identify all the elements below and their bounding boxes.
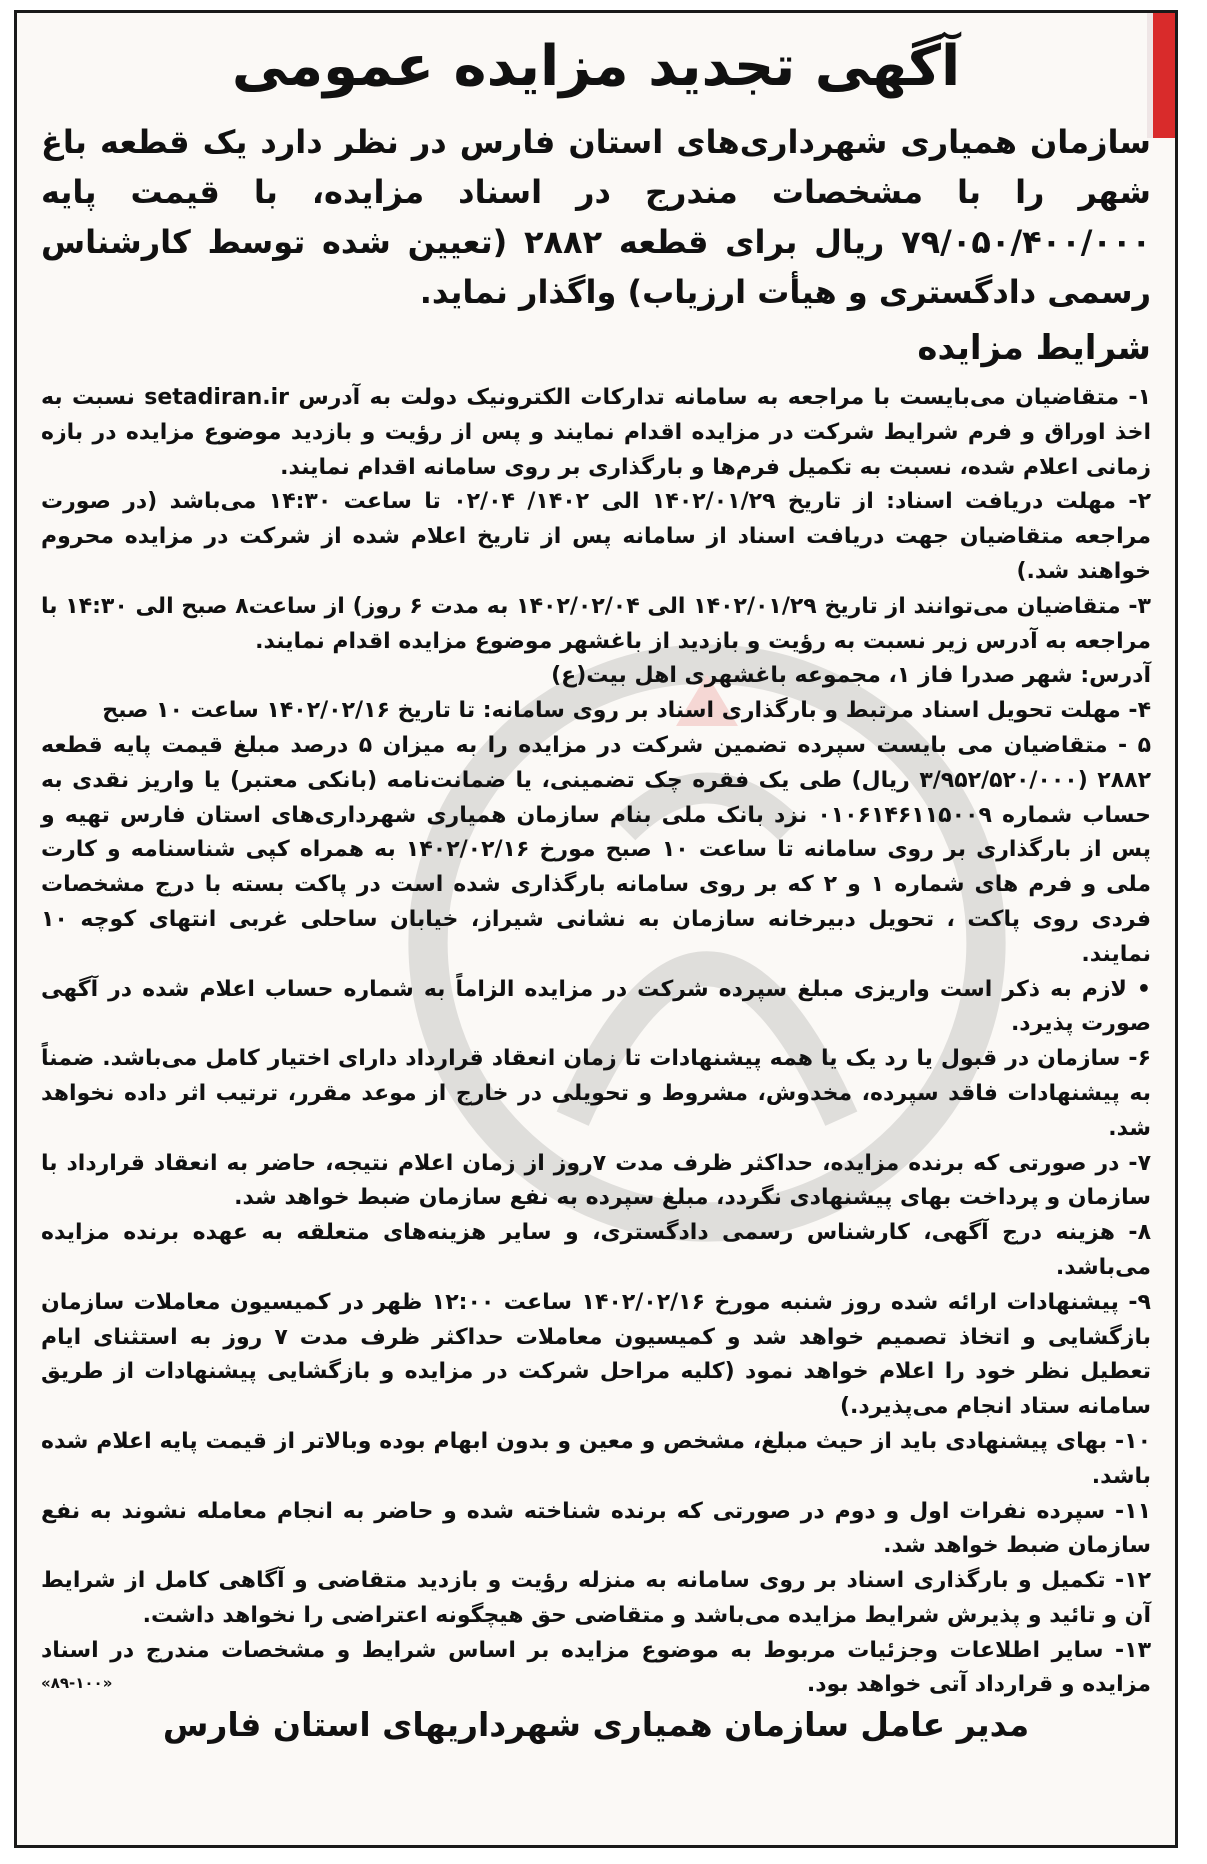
conditions-list xyxy=(41,381,1151,1703)
condition-item: ۱۳- سایر اطلاعات وجزئیات مربوط به موضوع مزایده بر اساس شرایط و مشخصات مندرج در اسناد مزایده و قرارداد آتی خواهد بود. xyxy=(41,1637,1151,1698)
condition-item: ۱۱- سپرده نفرات اول و دوم در صورتی که برنده شناخته شده و حاضر به انجام معامله نشوند به نفع سازمان ضبط خواهد شد. xyxy=(41,1498,1151,1559)
signature-line: مدیر عامل سازمان همیاری شهرداریهای استان فارس xyxy=(162,1705,1030,1745)
condition-item: ۱۲- تکمیل و بارگذاری اسناد بر روی سامانه به منزله رؤیت و بازدید متقاضی و آگاهی کامل از شرایط آن و تائید و پذیرش شرایط مزایده می‌باشد و متقاضی حق هیچگونه اعتراضی را نخواهد داشت. xyxy=(41,1568,1151,1628)
condition-item: ۱- متقاضیان می‌بایست با مراجعه به سامانه تدارکات الکترونیک دولت به آدرس setadiran.ir نسبت به اخذ اوراق و فرم شرایط شرکت در مزایده اقدام نمایند و پس از رؤیت و بازدید موضوع مزایده در بازه زمانی اعلام شده، نسبت به تکمیل فرم‌ها و بارگذاری بر روی سامانه اقدام نمایند. xyxy=(41,385,1151,480)
red-corner-bar xyxy=(1153,13,1175,138)
notice-frame xyxy=(14,10,1178,1848)
notice-content xyxy=(41,29,1151,1747)
condition-item: ۶- سازمان در قبول یا رد یک یا همه پیشنهادات تا زمان انعقاد قرارداد دارای اختیار کامل می‌باشد. ضمناً به پیشنهادات فاقد سپرده، مخدوش، مشروط و تحویلی در خارج از موعد مقرر، ترتیب اثر داده نخواهد شد. xyxy=(41,1046,1151,1141)
notice-title: آگهی تجدید مزایده عمومی xyxy=(231,34,961,99)
condition-item: ۷- در صورتی که برنده مزایده، حداکثر ظرف مدت ۷روز از زمان اعلام نتیجه، حاضر به انعقاد قرارداد با سازمان و پرداخت بهای پیشنهادی نگردد، مبلغ سپرده به نفع سازمان ضبط خواهد شد. xyxy=(41,1150,1151,1211)
address-line: آدرس: شهر صدرا فاز ۱، مجموعه باغشهری اهل بیت(ع) xyxy=(551,663,1151,689)
condition-item: ۹- پیشنهادات ارائه شده روز شنبه مورخ ۱۴۰۲/۰۲/۱۶ ساعت ۱۲:۰۰ ظهر در کمیسیون معاملات سازمان بازگشایی و اتخاذ تصمیم خواهد شد و کمیسیون معاملات حداکثر ظرف مدت ۷ روز به استثنای ایام تعطیل نظر خود را اعلام خواهد نمود (کلیه مراحل شرکت در مزایده و بازگشایی پیشنهادات از طریق سامانه ستاد انجام می‌پذیرد.) xyxy=(41,1289,1151,1420)
notice-intro: سازمان همیاری شهرداری‌های استان فارس در نظر دارد یک قطعه باغ شهر را با مشخصات مندرج در اسناد مزایده، با قیمت پایه ۷۹/۰۵۰/۴۰۰/۰۰۰ ریال برای قطعه ۲۸۸۲ (تعیین شده توسط کارشناس رسمی دادگستری و هیأت ارزیاب) واگذار نماید. xyxy=(41,123,1151,311)
conditions-heading: شرایط مزایده xyxy=(917,328,1151,368)
condition-item: ۸- هزینه درج آگهی، کارشناس رسمی دادگستری، و سایر هزینه‌های متعلقه به عهده برنده مزایده می‌باشد. xyxy=(41,1220,1151,1280)
condition-item: ۳- متقاضیان می‌توانند از تاریخ ۱۴۰۲/۰۱/۲۹ الی ۱۴۰۲/۰۲/۰۴ به مدت ۶ روز) از ساعت۸ صبح الی ۱۴:۳۰ با مراجعه به آدرس زیر نسبت به رؤیت و بازدید از باغشهر موضوع مزایده اقدام نمایند. xyxy=(41,593,1151,654)
condition-item: ۲- مهلت دریافت اسناد: از تاریخ ۱۴۰۲/۰۱/۲۹ الی ۱۴۰۲/ ۰۲/۰۴ تا ساعت ۱۴:۳۰ می‌باشد (در صورت مراجعه متقاضیان جهت دریافت اسناد از سامانه پس از تاریخ اعلام شده از شرکت در مزایده محروم خواهند شد.) xyxy=(41,489,1151,584)
ad-code: «۸۹-۱۰۰» xyxy=(41,1674,113,1693)
note-item: • لازم به ذکر است واریزی مبلغ سپرده شرکت در مزایده الزاماً به شماره حساب اعلام شده در آگهی صورت پذیرد. xyxy=(41,976,1151,1037)
condition-item: ۱۰- بهای پیشنهادی باید از حیث مبلغ، مشخص و معین و بدون ابهام بوده وبالاتر از قیمت پایه اعلام شده باشد. xyxy=(41,1428,1151,1489)
condition-item: ۵ - متقاضیان می بایست سپرده تضمین شرکت در مزایده را به میزان ۵ درصد مبلغ قیمت پایه قطعه ۲۸۸۲ (۳/۹۵۲/۵۲۰/۰۰۰ ریال) طی یک فقره چک تضمینی، یا ضمانت‌نامه (بانکی معتبر) یا واریز نقدی به حساب شماره ۰۱۰۶۱۴۶۱۱۵۰۰۹ نزد بانک ملی بنام سازمان همیاری شهرداری‌های استان فارس تهیه و پس از بارگذاری بر روی سامانه تا ساعت ۱۰ صبح مورخ ۱۴۰۲/۰۲/۱۶ به همراه کپی شناسنامه و کارت ملی و فرم های شماره ۱ و ۲ که بر روی سامانه بارگذاری شده است در پاکت بسته با درج مشخصات فردی روی پاکت ، تحویل دبیرخانه سازمان به نشانی شیراز، خیابان ساحلی غربی انتهای کوچه ۱۰ نمایند. xyxy=(41,732,1152,967)
condition-item: ۴- مهلت تحویل اسناد مرتبط و بارگذاری اسناد بر روی سامانه: تا تاریخ ۱۴۰۲/۰۲/۱۶ ساعت ۱۰ صبح xyxy=(102,698,1151,724)
